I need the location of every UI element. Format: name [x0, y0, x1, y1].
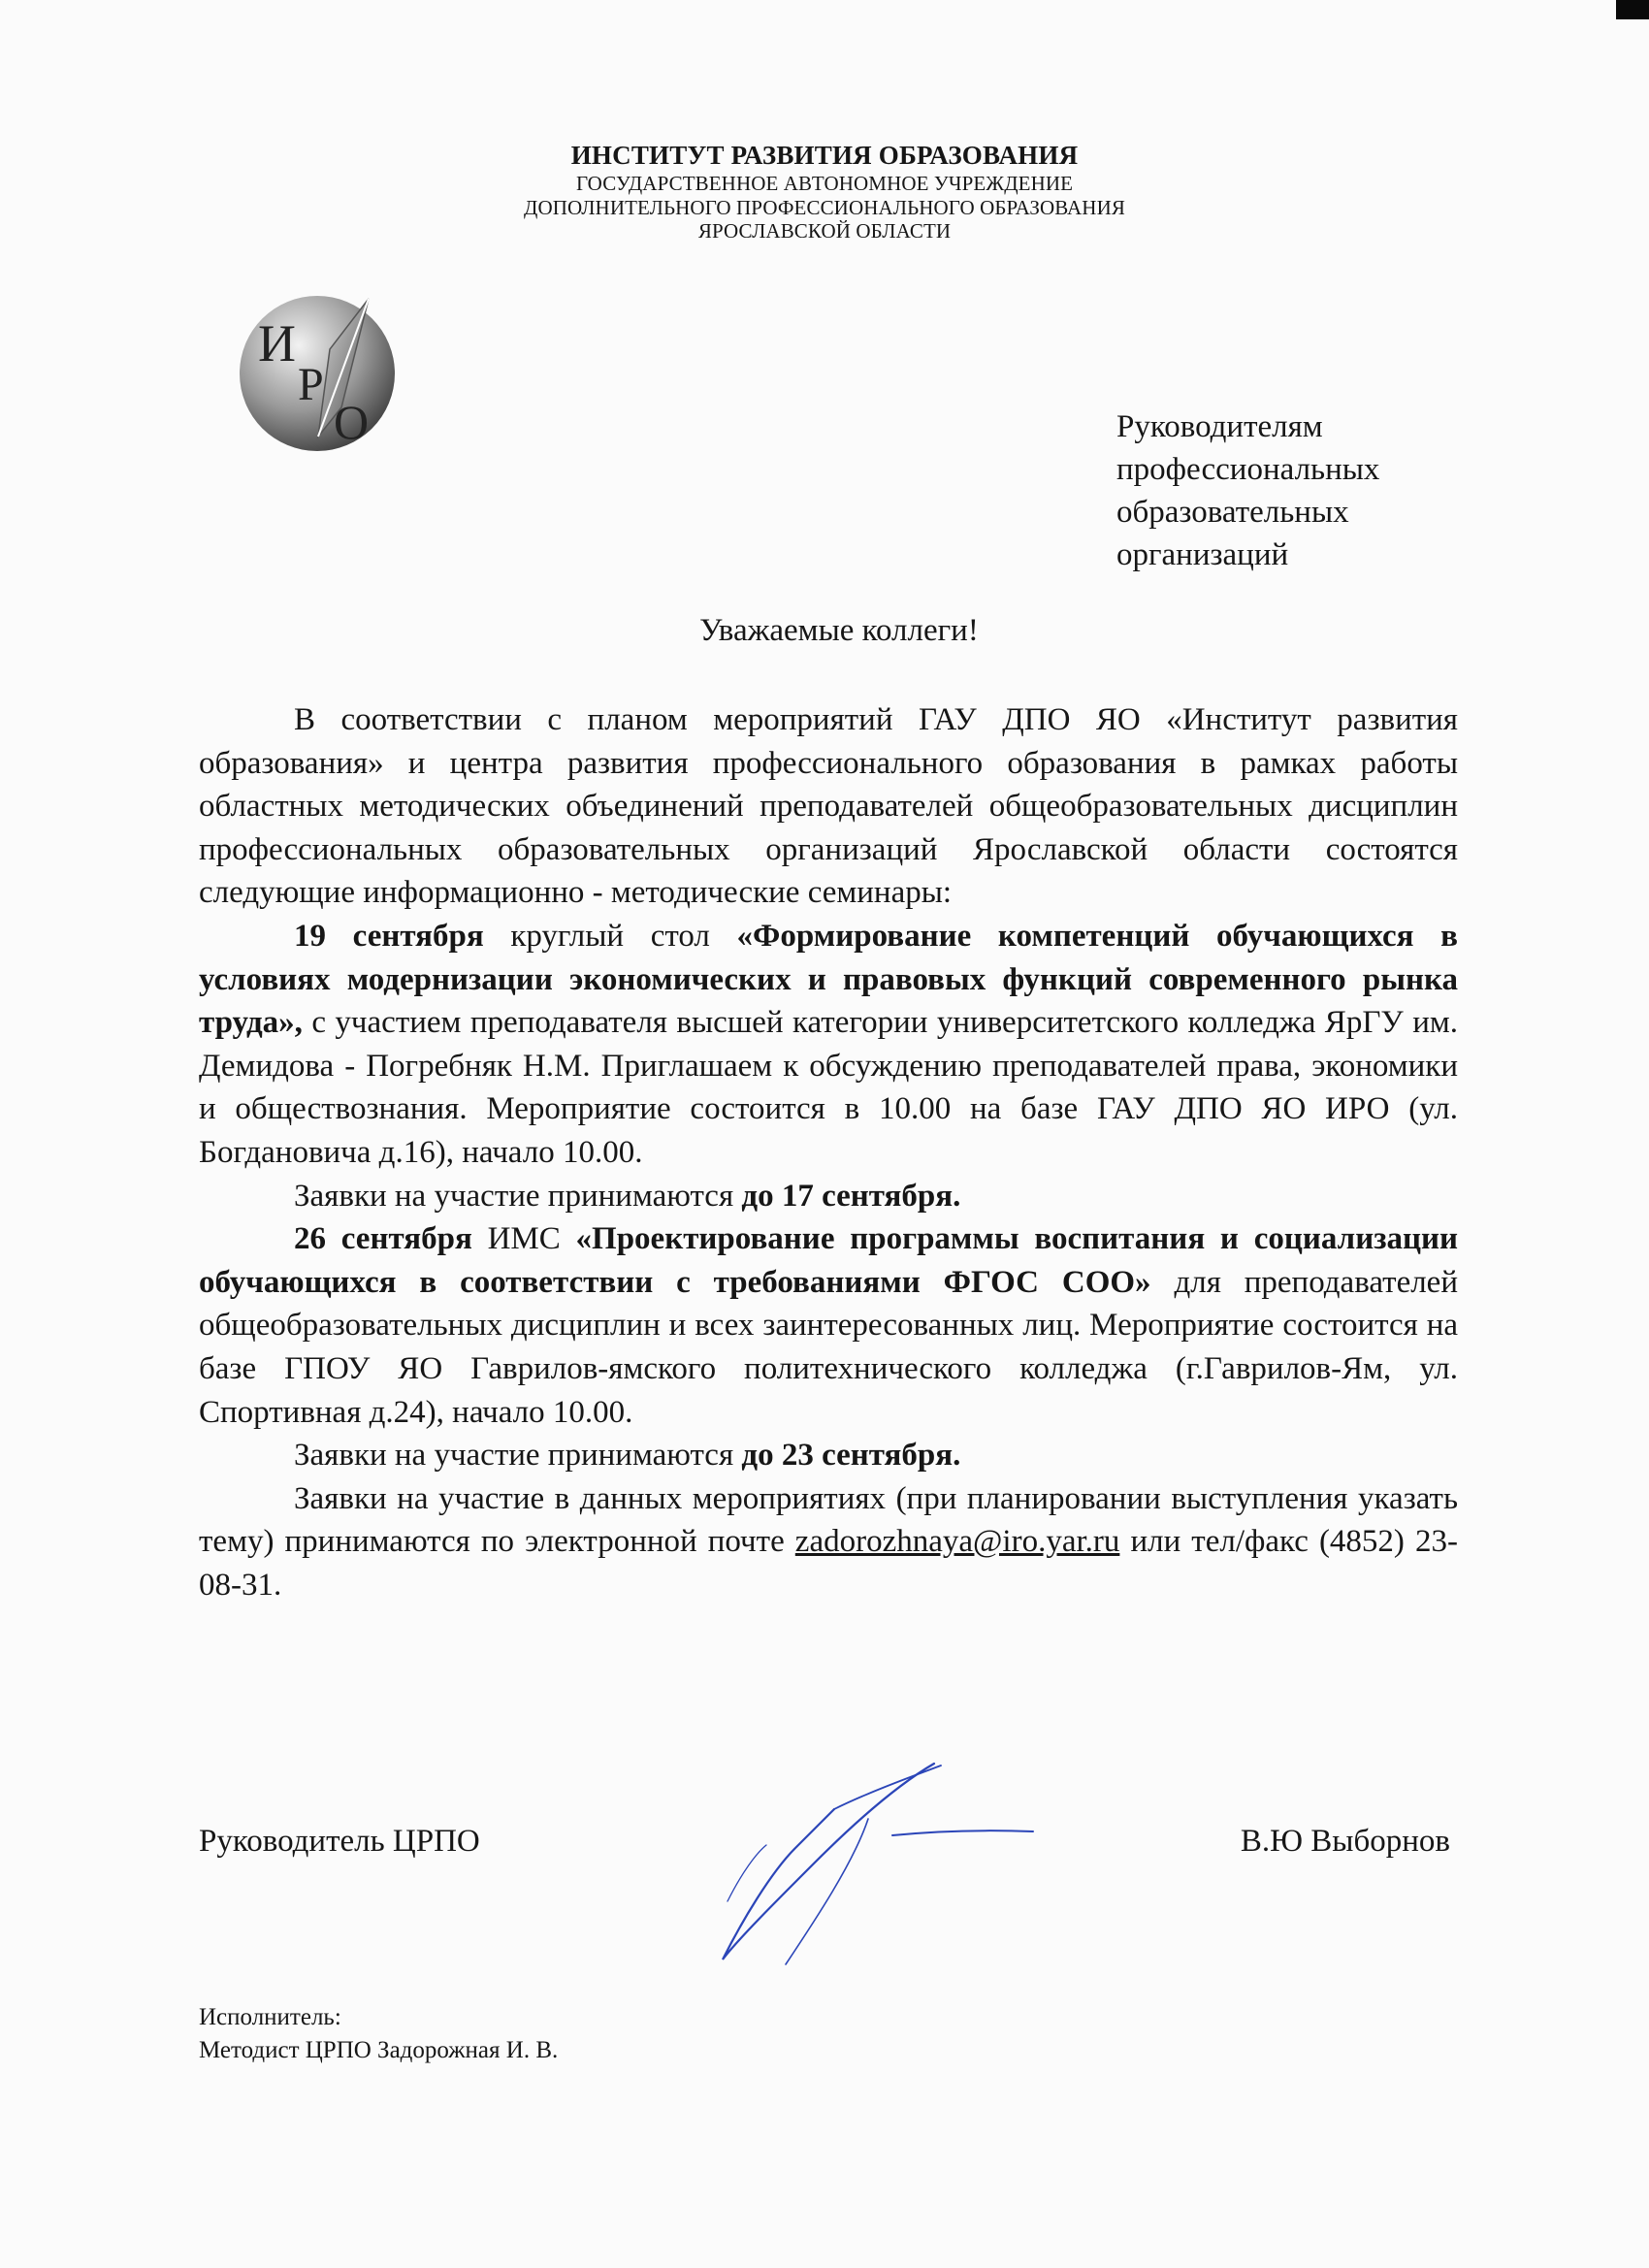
signer-name: В.Ю Выборнов — [1240, 1824, 1450, 1859]
event-1-date: 19 сентября — [294, 918, 484, 954]
iro-logo — [225, 291, 409, 456]
deadline-1-paragraph — [199, 1175, 1458, 1218]
event-2-type: ИМС — [471, 1221, 576, 1257]
logo-letter: О — [334, 395, 370, 449]
salutation: Уважаемые коллеги! — [699, 613, 979, 648]
handwritten-signature — [698, 1756, 1057, 1969]
executor-label: Исполнитель: — [199, 2004, 341, 2030]
contact-text: Заявки на участие в данных мероприятиях (при планировании выступления указать тему) принимаются по электронной почте — [199, 1480, 1458, 1560]
addressee-line: организаций — [1116, 537, 1289, 572]
addressee-block — [1116, 405, 1379, 576]
letter-body — [199, 698, 1458, 1606]
letterhead — [388, 141, 1261, 243]
email-link[interactable]: zadorozhnaya@iro.yar.ru — [794, 1524, 1120, 1560]
logo-letter: Р — [298, 359, 324, 410]
event-1-type: круглый стол — [483, 918, 737, 954]
org-line: ГОСУДАРСТВЕННОЕ АВТОНОМНОЕ УЧРЕЖДЕНИЕ — [575, 171, 1074, 195]
event-1-title: «Формирование компетенций обучающихся в условиях модернизации экономических и правовых функций современного рынка труда», — [199, 918, 1458, 1041]
event-1-paragraph — [199, 915, 1458, 1175]
contact-paragraph — [199, 1477, 1458, 1607]
deadline-1-date: до 17 сентября. — [741, 1178, 961, 1214]
event-2-paragraph — [199, 1217, 1458, 1434]
org-name: ИНСТИТУТ РАЗВИТИЯ ОБРАЗОВАНИЯ — [570, 141, 1079, 170]
org-line: ЯРОСЛАВСКОЙ ОБЛАСТИ — [697, 219, 952, 243]
event-1-details: с участием преподавателя высшей категории университетского колледжа ЯрГУ им. Демидова - Погребняк Н.М. Приглашаем к обсуждению преподавателей права, экономики и обществознания. Мероприятие состоится в 10.00 на базе ГАУ ДПО ЯО ИРО (ул. Богдановича д.16), начало 10.00. — [199, 1005, 1458, 1170]
addressee-line: Руководителям — [1116, 409, 1323, 444]
executor-line: Методист ЦРПО Задорожная И. В. — [199, 2037, 559, 2063]
scan-corner-mark — [1616, 0, 1649, 19]
org-line: ДОПОЛНИТЕЛЬНОГО ПРОФЕССИОНАЛЬНОГО ОБРАЗОВАНИЯ — [524, 195, 1125, 219]
deadline-1-text: Заявки на участие принимаются — [294, 1178, 742, 1214]
logo-letter: И — [258, 314, 296, 373]
executor-block — [199, 2001, 558, 2067]
intro-paragraph: В соответствии с планом мероприятий ГАУ ДПО ЯО «Институт развития образования» и центра развития профессионального образования в рамках работы областных методических объединений преподавателей общеобразовательных дисциплин профессиональных образовательных организаций Ярославской области состоятся следующие информационно - методические семинары: — [199, 702, 1458, 911]
addressee-line: профессиональных — [1116, 452, 1380, 487]
deadline-2-date: до 23 сентября. — [741, 1438, 961, 1474]
signer-title: Руководитель ЦРПО — [199, 1824, 480, 1859]
event-2-details: для преподавателей общеобразовательных дисциплин и всех заинтересованных лиц. Мероприятие состоится на базе ГПОУ ЯО Гаврилов-ямского политехнического колледжа (г.Гаврилов-Ям, ул. Спортивная д.24), начало 10.00. — [199, 1264, 1458, 1430]
event-2-title: «Проектирование программы воспитания и социализации обучающихся в соответствии с требованиями ФГОС СОО» — [199, 1221, 1459, 1300]
deadline-2-paragraph — [199, 1434, 1458, 1477]
event-2-date: 26 сентября — [294, 1221, 472, 1257]
addressee-line: образовательных — [1116, 495, 1349, 530]
deadline-2-text: Заявки на участие принимаются — [294, 1438, 742, 1474]
contact-tail: или тел/факс (4852) 23-08-31. — [199, 1524, 1458, 1603]
